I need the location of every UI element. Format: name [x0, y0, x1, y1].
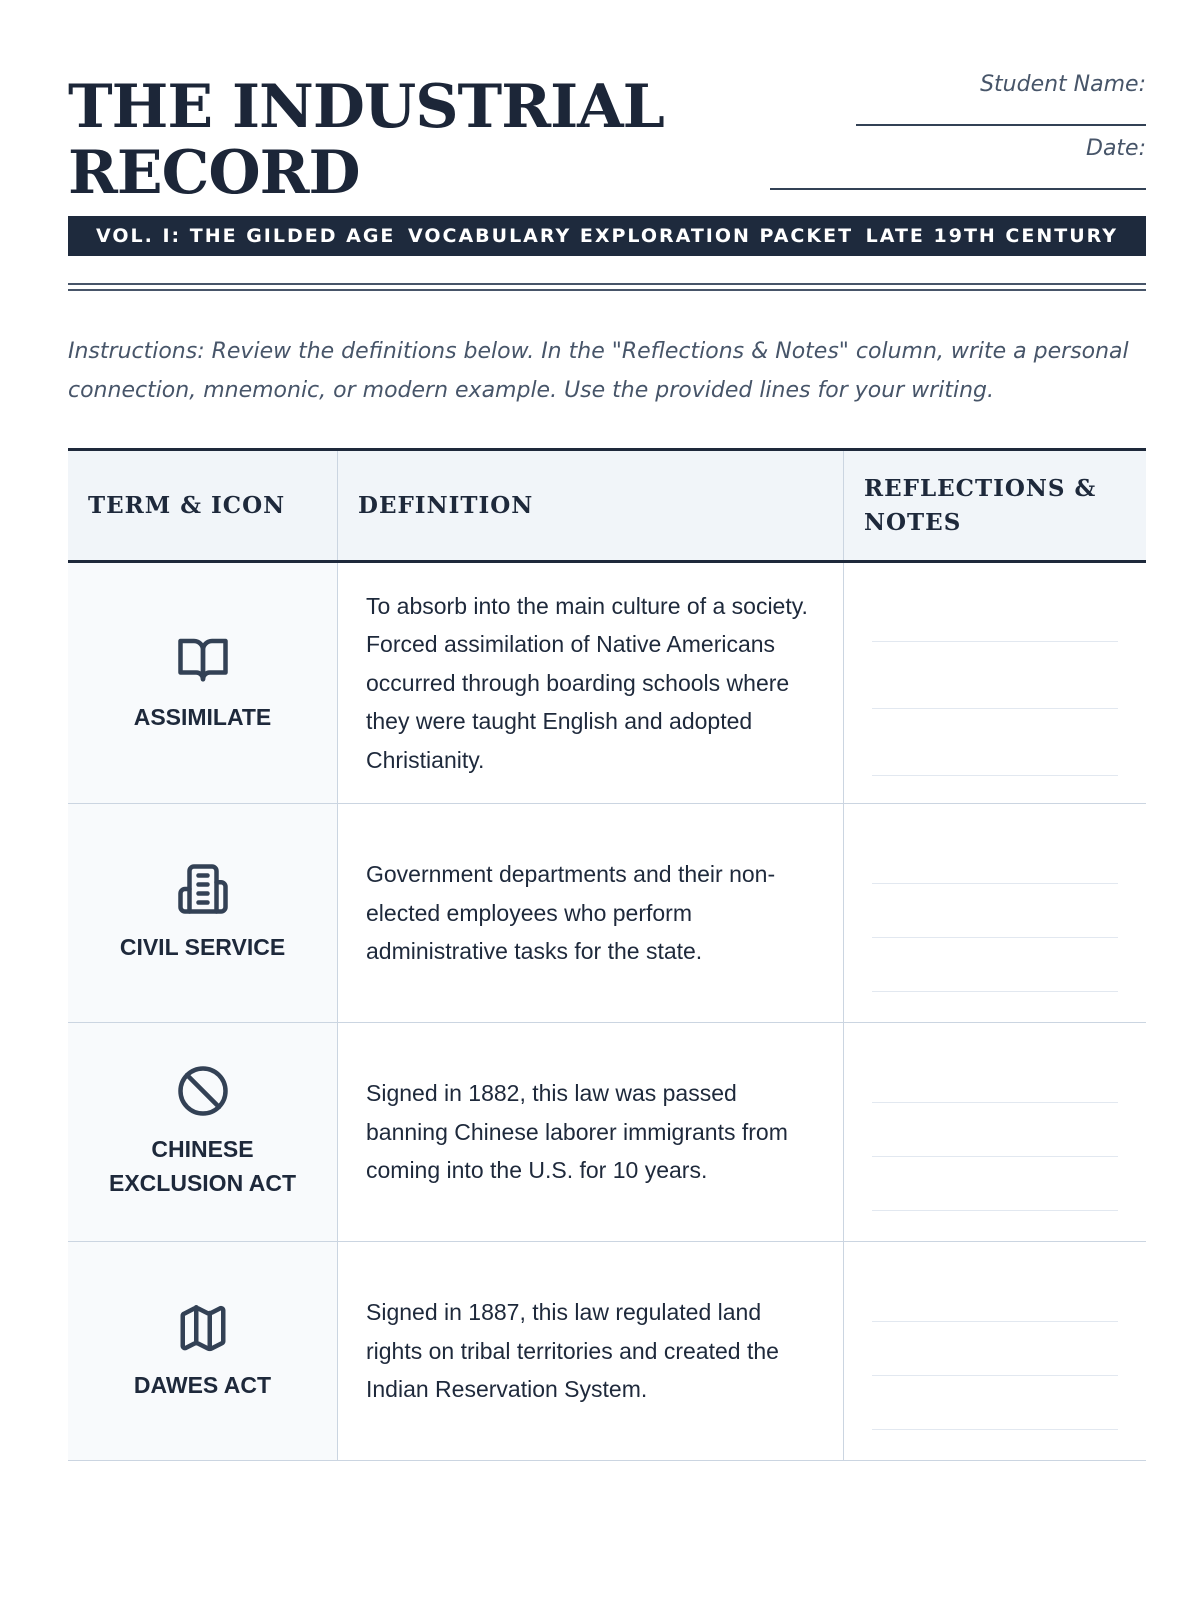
term-label: ASSIMILATE	[133, 704, 272, 730]
note-line	[872, 991, 1118, 992]
header-definition: DEFINITION	[338, 451, 844, 560]
definition-cell: To absorb into the main culture of a society. Forced assimilation of Native Americans occurred through boarding schools where they were taught English and adopted Christianity.	[338, 563, 844, 803]
table-row	[68, 1242, 1146, 1461]
note-line	[872, 1429, 1118, 1430]
term-cell	[68, 563, 338, 803]
note-line	[872, 708, 1118, 709]
table-header	[68, 451, 1146, 563]
map-icon	[176, 1300, 230, 1354]
table-row	[68, 563, 1146, 804]
student-name-field[interactable]	[856, 98, 1146, 126]
government-building-icon	[176, 862, 230, 916]
notes-cell[interactable]	[844, 1023, 1146, 1241]
banner-volume: VOL. I: THE GILDED AGE	[96, 225, 396, 247]
note-line	[872, 883, 1118, 884]
notes-cell[interactable]	[844, 563, 1146, 803]
definition-cell: Government departments and their non-elected employees who perform administrative tasks for the state.	[338, 804, 844, 1022]
notes-cell[interactable]	[844, 804, 1146, 1022]
banner-era: LATE 19TH CENTURY	[865, 225, 1118, 247]
term-label: DAWES ACT	[133, 1372, 272, 1398]
definition-cell: Signed in 1882, this law was passed banning Chinese laborer immigrants from coming into the U.S. for 10 years.	[338, 1023, 844, 1241]
note-line	[872, 1102, 1118, 1103]
note-line	[872, 1321, 1118, 1322]
term-cell	[68, 804, 338, 1022]
student-info	[726, 72, 1146, 200]
term-cell	[68, 1023, 338, 1241]
table-row	[68, 804, 1146, 1023]
page-title: THE INDUSTRIAL RECORD	[68, 72, 664, 208]
double-divider	[68, 283, 1146, 291]
note-line	[872, 775, 1118, 776]
table-row	[68, 1023, 1146, 1242]
term-label: CHINESE EXCLUSION ACT	[109, 1136, 296, 1196]
vocabulary-table	[68, 448, 1146, 1461]
definition-cell: Signed in 1887, this law regulated land rights on tribal territories and created the Indian Reservation System.	[338, 1242, 844, 1460]
banner-packet: VOCABULARY EXPLORATION PACKET	[407, 225, 854, 247]
instructions: Instructions: Review the definitions below. In the "Reflections & Notes" column, write a personal connection, mnemonic, or modern example. Use the provided lines for your writing.	[68, 339, 1129, 403]
header-notes: REFLECTIONS & NOTES	[864, 474, 1097, 536]
date-field[interactable]	[770, 162, 1146, 190]
term-cell	[68, 1242, 338, 1460]
ban-icon	[176, 1064, 230, 1118]
note-line	[872, 1210, 1118, 1211]
book-icon	[176, 632, 230, 686]
issue-banner	[68, 216, 1146, 256]
note-line	[872, 641, 1118, 642]
student-name-label: Student Name:	[980, 72, 1146, 97]
date-label: Date:	[1086, 136, 1146, 161]
masthead	[68, 72, 1146, 208]
note-line	[872, 1375, 1118, 1376]
note-line	[872, 1156, 1118, 1157]
header-term: TERM & ICON	[68, 451, 338, 560]
note-line	[872, 937, 1118, 938]
notes-cell[interactable]	[844, 1242, 1146, 1460]
term-label: CIVIL SERVICE	[119, 934, 286, 960]
